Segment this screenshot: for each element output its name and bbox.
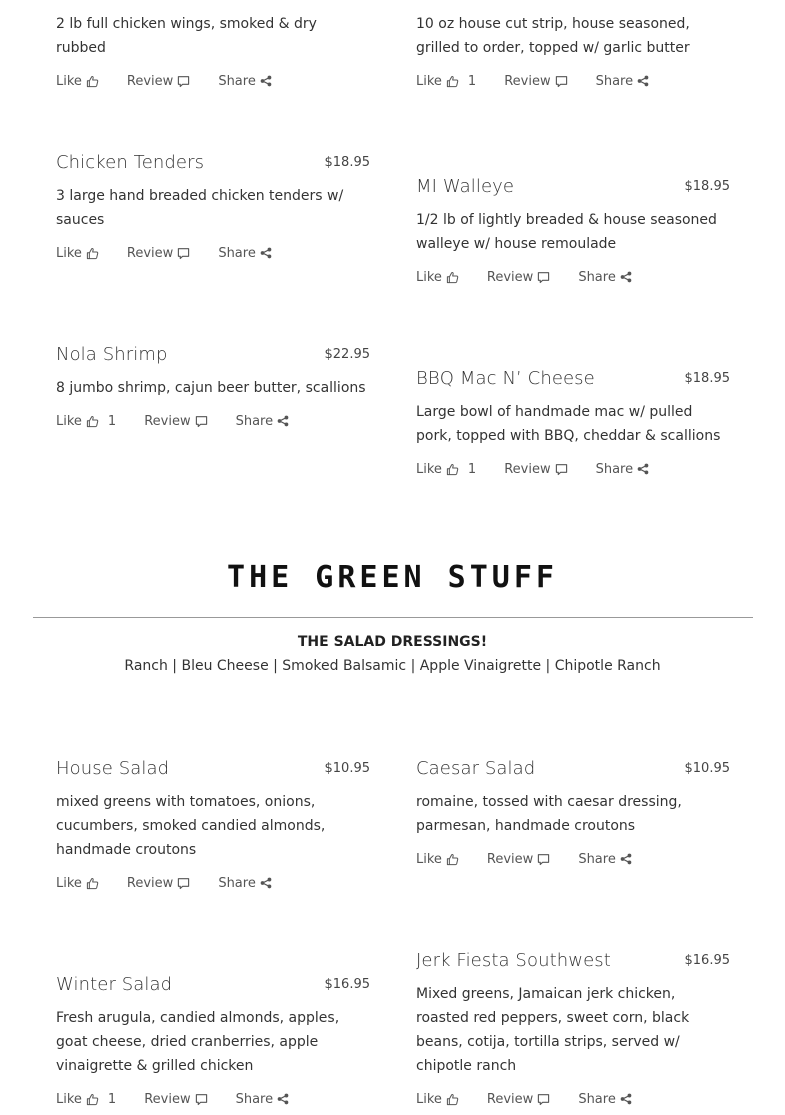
thumbs-up-icon [86,415,99,428]
menu-item-jerk-fiesta-southwest [416,950,730,1109]
menu-item-winter-salad [56,974,370,1109]
item-description: Mixed greens, Jamaican jerk chicken, roasted red peppers, sweet corn, black beans, cotija, tortilla strips, served w/ chipotle ranch [416,986,690,1074]
menu-item-ny-strip [416,0,730,91]
share-button[interactable]: Share [578,270,632,285]
item-name: Nola Shrimp [56,344,168,365]
item-description: 8 jumbo shrimp, cajun beer butter, scallions [56,380,366,396]
review-button[interactable]: Review [504,462,567,477]
like-count: 1 [107,413,117,429]
item-header [56,0,370,8]
share-button[interactable]: Share [578,852,632,867]
thumbs-up-icon [86,877,99,890]
item-actions [56,873,370,893]
share-button[interactable]: Share [218,246,272,261]
like-button[interactable]: Like 1 [416,73,477,89]
item-header [56,344,370,372]
item-name: BBQ Mac N’ Cheese [416,368,595,389]
review-button[interactable]: Review [127,876,190,891]
menu-item-house-salad [56,758,370,893]
item-price: $18.95 [684,371,730,386]
share-button[interactable]: Share [236,414,290,429]
review-button[interactable]: Review [487,270,550,285]
share-button[interactable]: Share [596,462,650,477]
item-header [56,758,370,786]
share-button[interactable]: Share [218,74,272,89]
review-button[interactable]: Review [504,74,567,89]
item-header [416,758,730,786]
item-name: Caesar Salad [416,758,536,779]
thumbs-up-icon [446,271,459,284]
item-actions [416,459,730,479]
item-price: $16.95 [684,953,730,968]
item-price: $16.95 [324,977,370,992]
section-title: THE GREEN STUFF [227,560,558,595]
like-count: 1 [467,73,477,89]
review-button[interactable]: Review [487,1092,550,1107]
share-button[interactable]: Share [596,74,650,89]
share-button[interactable]: Share [218,876,272,891]
item-actions [416,849,730,869]
comment-icon [195,415,208,428]
item-name: Winter Salad [56,974,173,995]
thumbs-up-icon [446,463,459,476]
like-button[interactable]: Like [56,876,99,891]
like-count: 1 [467,461,477,477]
share-button[interactable]: Share [236,1092,290,1107]
item-description: 1/2 lb of lightly breaded & house seasoned walleye w/ house remoulade [416,212,717,252]
menu-item-mi-walleye [416,176,730,287]
item-name: Chicken Tenders [56,152,205,173]
like-button[interactable]: Like [56,246,99,261]
item-price: $18.95 [324,155,370,170]
thumbs-up-icon [446,75,459,88]
thumbs-up-icon [86,247,99,260]
share-icon [260,75,272,87]
menu-item-smoked-wings [56,0,370,91]
item-header [56,974,370,1002]
item-description: Large bowl of handmade mac w/ pulled pork, topped with BBQ, cheddar & scallions [416,404,721,444]
review-button[interactable]: Review [144,1092,207,1107]
item-actions [416,71,730,91]
share-icon [620,271,632,283]
comment-icon [177,247,190,260]
review-button[interactable]: Review [144,414,207,429]
item-name: Jerk Fiesta Southwest [416,950,611,971]
item-actions [56,1089,370,1109]
item-header [416,368,730,396]
review-button[interactable]: Review [127,74,190,89]
item-description: romaine, tossed with caesar dressing, parmesan, handmade croutons [416,794,682,834]
comment-icon [555,75,568,88]
comment-icon [537,853,550,866]
item-actions [416,1089,730,1109]
thumbs-up-icon [446,853,459,866]
item-actions [56,243,370,263]
dressings-list: Ranch | Bleu Cheese | Smoked Balsamic | Apple Vinaigrette | Chipotle Ranch [124,658,661,674]
comment-icon [177,877,190,890]
like-button[interactable]: Like [56,74,99,89]
share-button[interactable]: Share [578,1092,632,1107]
comment-icon [537,271,550,284]
like-button[interactable]: Like 1 [56,1091,117,1107]
item-header [56,152,370,180]
share-icon [277,415,289,427]
section-divider [33,617,753,618]
like-button[interactable]: Like 1 [56,413,117,429]
share-icon [637,75,649,87]
comment-icon [195,1093,208,1106]
like-button[interactable]: Like 1 [416,461,477,477]
share-icon [260,247,272,259]
thumbs-up-icon [446,1093,459,1106]
item-price: $18.95 [684,179,730,194]
item-name: House Salad [56,758,170,779]
review-button[interactable]: Review [487,852,550,867]
share-icon [277,1093,289,1105]
item-actions [56,411,370,431]
item-header [416,950,730,978]
like-button[interactable]: Like [416,852,459,867]
like-button[interactable]: Like [416,270,459,285]
item-price: $10.95 [324,761,370,776]
review-button[interactable]: Review [127,246,190,261]
share-icon [620,1093,632,1105]
menu-item-caesar-salad [416,758,730,869]
share-icon [637,463,649,475]
menu-item-chicken-tenders [56,152,370,263]
like-count: 1 [107,1091,117,1107]
dressings-title: THE SALAD DRESSINGS! [297,634,488,650]
like-button[interactable]: Like [416,1092,459,1107]
item-description: 2 lb full chicken wings, smoked & dry rubbed [56,16,317,56]
item-actions [56,71,370,91]
item-description: 10 oz house cut strip, house seasoned, grilled to order, topped w/ garlic butter [416,16,690,56]
item-price: $10.95 [684,761,730,776]
share-icon [260,877,272,889]
item-header [416,0,730,8]
menu-item-bbq-mac-n-cheese [416,368,730,479]
comment-icon [537,1093,550,1106]
item-description: Fresh arugula, candied almonds, apples, goat cheese, dried cranberries, apple vinaigrette & grilled chicken [56,1010,340,1074]
item-description: mixed greens with tomatoes, onions, cucumbers, smoked candied almonds, handmade croutons [56,794,326,858]
comment-icon [177,75,190,88]
item-name: MI Walleye [416,176,515,197]
thumbs-up-icon [86,75,99,88]
item-price: $22.95 [324,347,370,362]
share-icon [620,853,632,865]
comment-icon [555,463,568,476]
item-actions [416,267,730,287]
menu-item-nola-shrimp [56,344,370,431]
item-description: 3 large hand breaded chicken tenders w/ sauces [56,188,344,228]
thumbs-up-icon [86,1093,99,1106]
item-header [416,176,730,204]
